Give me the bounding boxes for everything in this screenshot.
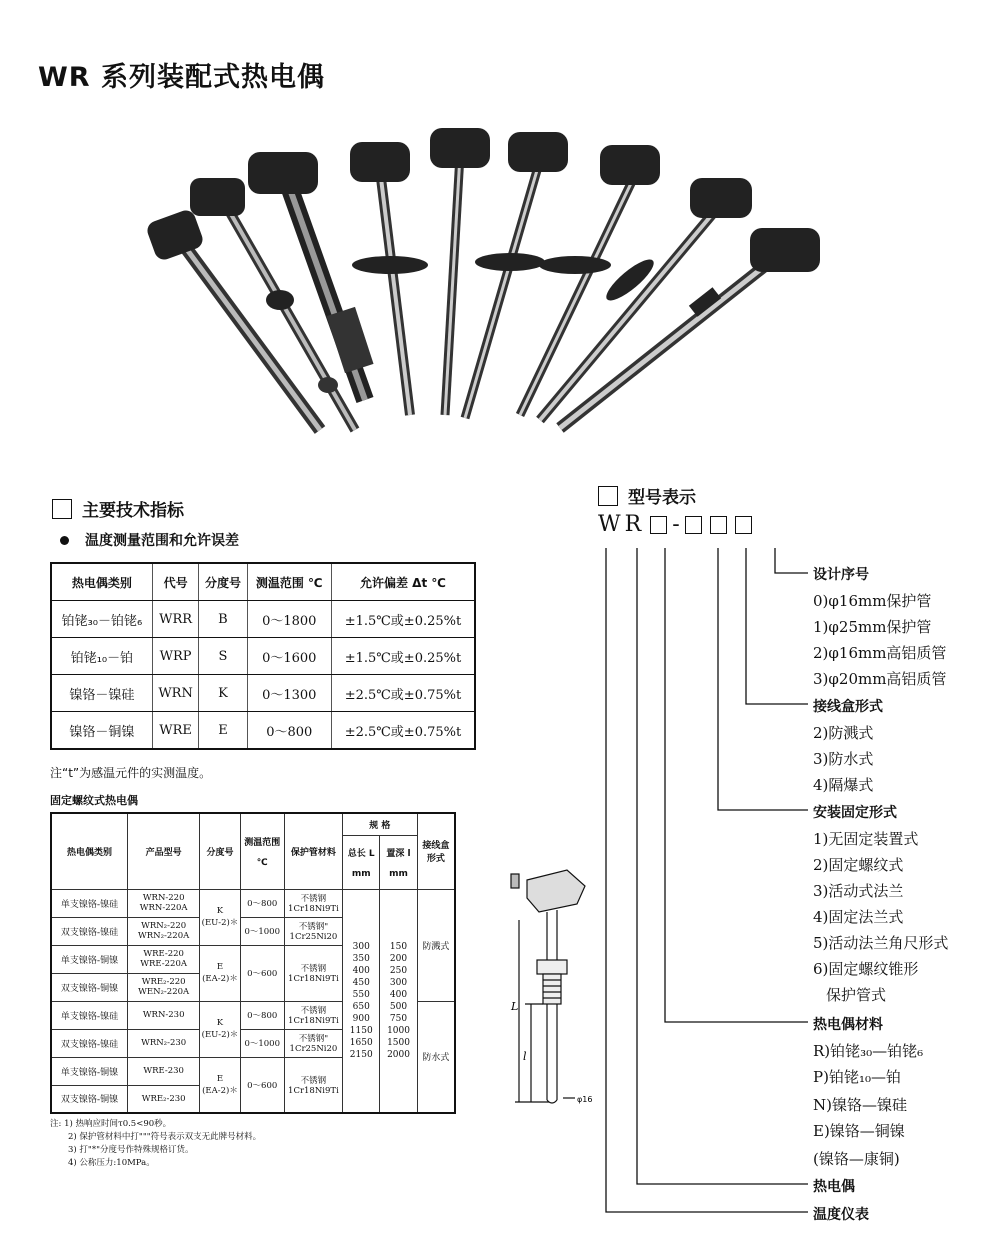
table-row: 双支镍铬-铜镍 WRE₂-230	[51, 1085, 455, 1113]
grad-cell: K (EU-2)＊	[200, 1001, 240, 1057]
table-row: 单支镍铬-镍硅 WRN-220 WRN-220A K (EU-2)＊ 0～800 不锈钢 1Cr18Ni9Ti 300 350 400 450 550 650 900 1150 1650 2150 150 200 250 300 400 500 750 1000 1500 2000 防溅式	[51, 889, 455, 917]
model-code: WR -	[598, 512, 755, 537]
material-cell: 不锈钢 1Cr18Ni9Ti	[284, 1001, 342, 1029]
grad-cell: K (EU-2)＊	[200, 889, 240, 945]
table-row: 双支镍铬-镍硅 WRN₂-220 WRN₂-220A 0～1000 不锈钢" 1Cr25Ni20	[51, 917, 455, 945]
table-row: 铂铑₁₀－铂 WRP S 0～1600 ±1.5℃或±0.25%t	[51, 638, 475, 675]
dim-depth-label: l	[523, 1050, 527, 1063]
total-length-list: 300 350 400 450 550 650 900 1150 1650 2150	[343, 889, 380, 1113]
depth-list: 150 200 250 300 400 500 750 1000 1500 2000	[380, 889, 417, 1113]
material-cell: 不锈钢" 1Cr25Ni20	[284, 917, 342, 945]
model-cell: WRE-220 WRE-220A	[128, 945, 200, 973]
dimension-diagram	[497, 860, 617, 1120]
dim-diameter-label: φ16	[577, 1095, 593, 1104]
table-row: 镍铬－铜镍 WRE E 0～800 ±2.5℃或±0.75%t	[51, 712, 475, 750]
table2-notes: 注: 1) 热响应时间τ0.5<90秒。 2) 保护管材料中打"""符号表示双支无此牌号材料。 3) 打"*"分度号作特殊规格订货。 4) 公称压力:10MPa。	[50, 1119, 262, 1168]
spec-section-heading: 主要技术指标	[52, 496, 184, 521]
model-cell: WRE₂-220 WEN₂-220A	[128, 973, 200, 1001]
table-row: 单支镍铬-铜镍 WRE-220 WRE-220A E (EA-2)＊ 0～600 不锈钢 1Cr18Ni9Ti	[51, 945, 455, 973]
model-legend: 设计序号 0)φ16mm保护管 1)φ25mm保护管 2)φ16mm高铝质管 3)φ20mm高铝质管 接线盒形式 2)防溅式 3)防水式 4)隔爆式 安装固定形式 1)无固定装置式 2)固定螺纹式 3)活动式法兰 4)固定法兰式 5)活动法兰角尺形式 6)固定螺纹锥形 保护管式 热电偶材料 R)铂铑₃₀—铂铑₆ P)铂铑₁₀—铂 N)镍铬—镍硅 E)镍铬—铜镍 (镍铬—康铜) 热电偶 温度仪表	[813, 567, 949, 1223]
depth-header: 置深 l mm	[380, 835, 417, 889]
table-header-row: 热电偶类别 产品型号 分度号 测温范围 ℃ 保护管材料 规 格 接线盒形式	[51, 813, 455, 835]
grad-cell: E (EA-2)＊	[200, 1057, 240, 1113]
grad-cell: E (EA-2)＊	[200, 945, 240, 1001]
page-title: WR 系列装配式热电偶	[38, 62, 325, 93]
table-row: 双支镍铬-镍硅 WRN₂-230 0～1000 不锈钢" 1Cr25Ni20	[51, 1029, 455, 1057]
material-cell: 不锈钢 1Cr18Ni9Ti	[284, 889, 342, 917]
table-row: 单支镍铬-铜镍 WRE-230 E (EA-2)＊ 0～600 不锈钢 1Cr18Ni9Ti	[51, 1057, 455, 1085]
total-length-header: 总长 L mm	[343, 835, 380, 889]
table-row: 双支镍铬-铜镍 WRE₂-220 WEN₂-220A	[51, 973, 455, 1001]
bullet-subheading: 温度测量范围和允许误差	[60, 530, 239, 550]
material-cell: 不锈钢 1Cr18Ni9Ti	[284, 1057, 342, 1113]
table2-title: 固定螺纹式热电偶	[50, 794, 138, 807]
table-row: 单支镍铬-镍硅 WRN-230 K (EU-2)＊ 0～800 不锈钢 1Cr18Ni9Ti 防水式	[51, 1001, 455, 1029]
material-cell: 不锈钢 1Cr18Ni9Ti	[284, 945, 342, 1001]
table-row: 镍铬－镍硅 WRN K 0～1300 ±2.5℃或±0.75%t	[51, 675, 475, 712]
range-header: 测温范围 ℃	[240, 813, 284, 889]
table1-note: 注“t”为感温元件的实测温度。	[50, 766, 212, 780]
model-cell: WRN-220 WRN-220A	[128, 889, 200, 917]
material-cell: 不锈钢" 1Cr25Ni20	[284, 1029, 342, 1057]
model-cell: WRN₂-220 WRN₂-220A	[128, 917, 200, 945]
model-section-heading: 型号表示	[598, 483, 696, 508]
table-header-row: 热电偶类别 代号 分度号 测温范围 ℃ 允许偏差 Δt ℃	[51, 563, 475, 601]
dim-total-length-label: L	[511, 1000, 519, 1013]
table-row: 铂铑₃₀－铂铑₆ WRR B 0～1800 ±1.5℃或±0.25%t	[51, 601, 475, 638]
